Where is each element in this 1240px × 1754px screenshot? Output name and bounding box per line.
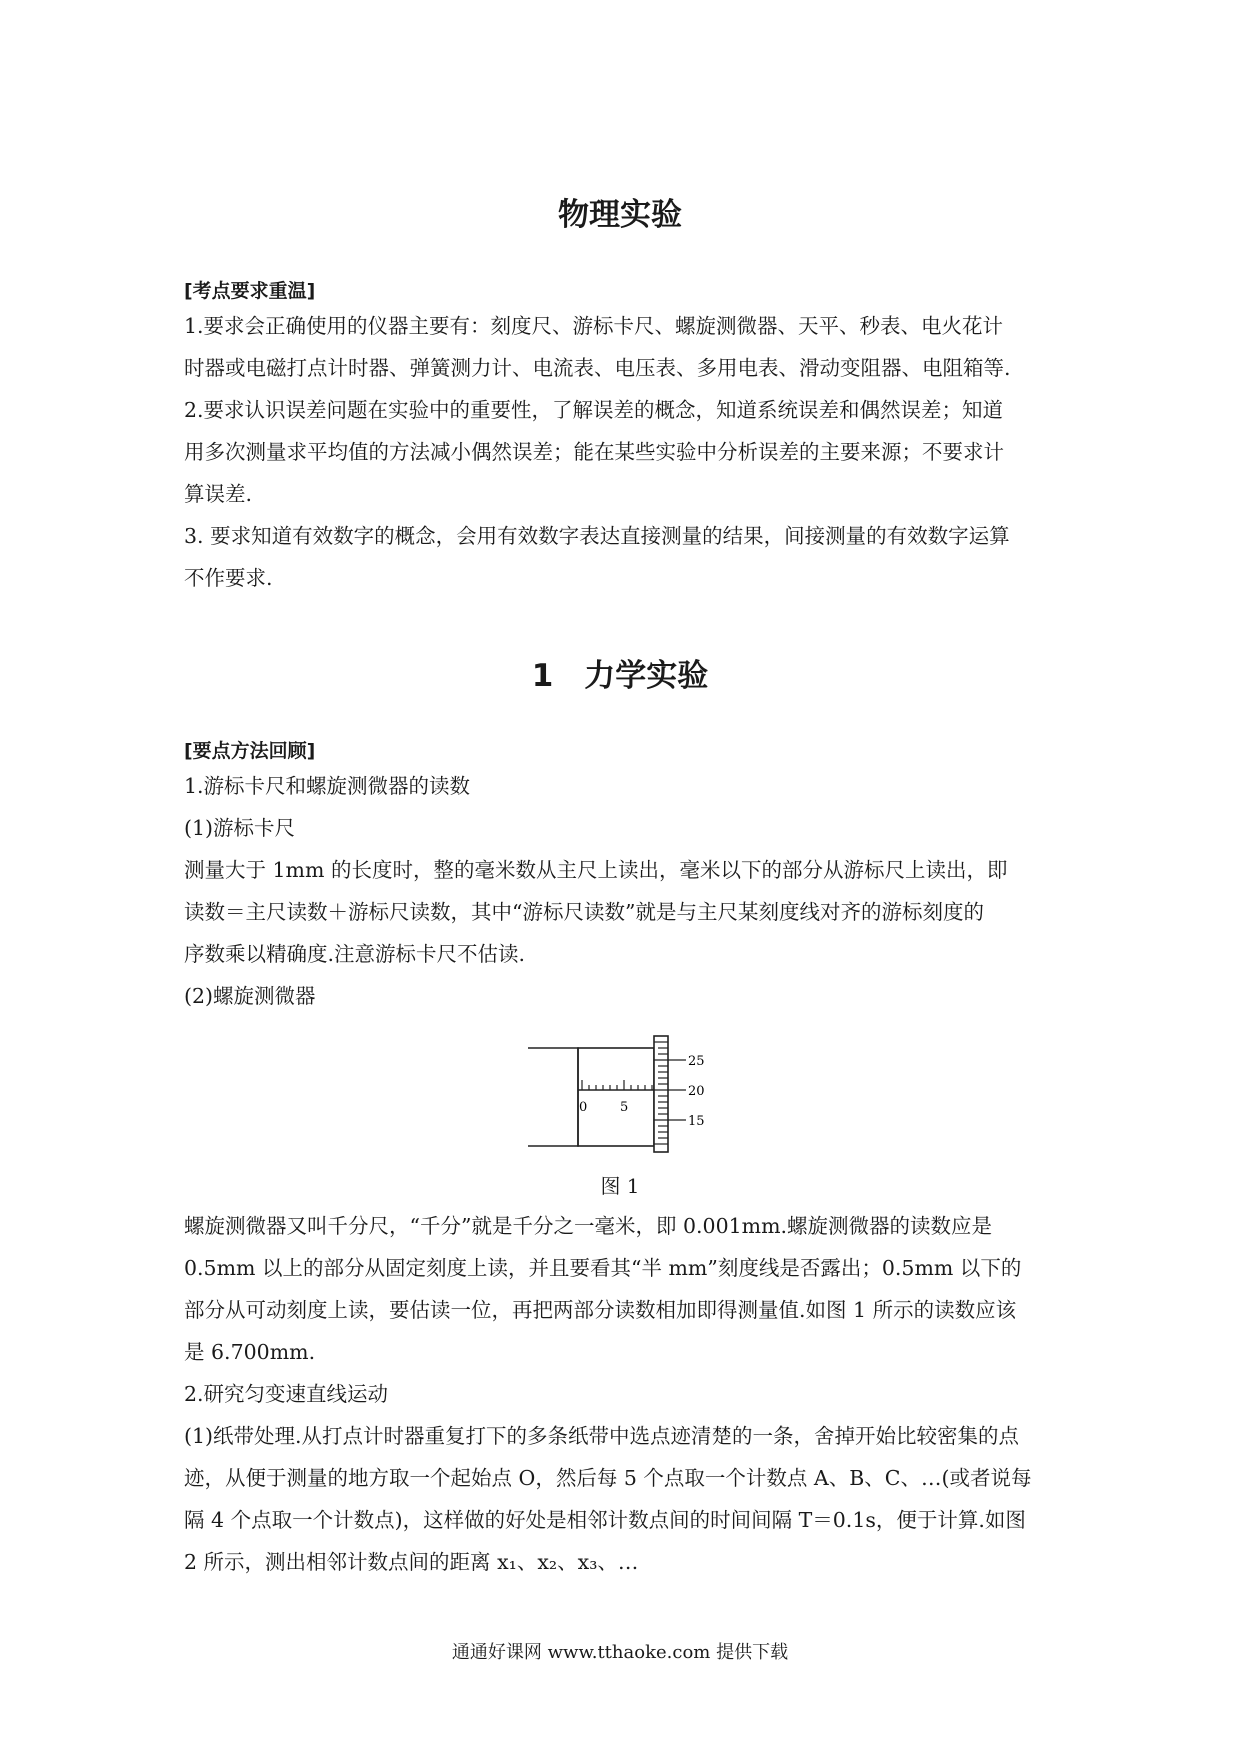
methods-text-a — [184, 765, 1062, 1017]
text-line: 序数乘以精确度.注意游标卡尺不估读. — [184, 942, 526, 966]
text-line: 2.研究匀变速直线运动 — [184, 1382, 389, 1406]
text-line: 测量大于 1mm 的长度时，整的毫米数从主尺上读出，毫米以下的部分从游标尺上读出，即 — [184, 858, 1008, 882]
sleeve-label-0: 0 — [579, 1100, 588, 1115]
text-line: 迹，从便于测量的地方取一个起始点 O，然后每 5 个点取一个计数点 A、B、C、…(或者说每 — [184, 1466, 1032, 1490]
page-footer: 通通好课网 www.tthaoke.com 提供下载 — [451, 1642, 789, 1663]
text-line: 螺旋测微器又叫千分尺，“千分”就是千分之一毫米，即 0.001mm.螺旋测微器的读数应是 — [184, 1214, 993, 1238]
exam-points-paragraph-1 — [184, 305, 1062, 389]
sleeve-ticks — [582, 1080, 652, 1090]
page-title: 物理实验 — [558, 197, 682, 233]
text-line: 时器或电磁打点计时器、弹簧测力计、电流表、电压表、多用电表、滑动变阻器、电阻箱等. — [184, 356, 1011, 380]
section-title-mechanics: 1 力学实验 — [531, 658, 709, 694]
text-line: (2)螺旋测微器 — [184, 984, 316, 1008]
section-label-exam-points: [考点要求重温] — [184, 280, 316, 302]
text-line: 部分从可动刻度上读，要估读一位，再把两部分读数相加即得测量值.如图 1 所示的读数应该 — [184, 1298, 1017, 1322]
text-line: (1)游标卡尺 — [184, 816, 296, 840]
micrometer-anvil-outline — [528, 1048, 578, 1146]
thimble-label-20: 20 — [688, 1084, 705, 1099]
text-line: 0.5mm 以上的部分从固定刻度上读，并且要看其“半 mm”刻度线是否露出；0.5mm 以下的 — [184, 1256, 1022, 1280]
text-line: 1.游标卡尺和螺旋测微器的读数 — [184, 774, 471, 798]
text-line: 1.要求会正确使用的仪器主要有：刻度尺、游标卡尺、螺旋测微器、天平、秒表、电火花计 — [184, 314, 1004, 338]
text-line: 2 所示，测出相邻计数点间的距离 x₁、x₂、x₃、… — [184, 1550, 639, 1574]
text-line: 3. 要求知道有效数字的概念，会用有效数字表达直接测量的结果，间接测量的有效数字运算 — [184, 524, 1010, 548]
micrometer-figure — [526, 1034, 716, 1154]
text-line: 2.要求认识误差问题在实验中的重要性，了解误差的概念，知道系统误差和偶然误差；知道 — [184, 398, 1004, 422]
text-line: 是 6.700mm. — [184, 1340, 316, 1364]
sleeve-label-5: 5 — [620, 1100, 629, 1115]
thimble-label-25: 25 — [688, 1054, 705, 1069]
text-line: 用多次测量求平均值的方法减小偶然误差；能在某些实验中分析误差的主要来源；不要求计 — [184, 440, 1004, 464]
text-line: 不作要求. — [184, 566, 273, 590]
text-line: 读数＝主尺读数＋游标尺读数，其中“游标尺读数”就是与主尺某刻度线对齐的游标刻度的 — [184, 900, 984, 924]
exam-points-paragraph-3 — [184, 515, 1062, 599]
micrometer-sleeve — [578, 1048, 654, 1146]
thimble-label-15: 15 — [688, 1114, 705, 1129]
section-label-methods: [要点方法回顾] — [184, 740, 316, 762]
text-line: 隔 4 个点取一个计数点)，这样做的好处是相邻计数点间的时间间隔 T＝0.1s，便于计算.如图 — [184, 1508, 1026, 1532]
text-line: (1)纸带处理.从打点计时器重复打下的多条纸带中选点迹清楚的一条，舍掉开始比较密集的点 — [184, 1424, 1020, 1448]
exam-points-paragraph-2 — [184, 389, 1062, 515]
methods-text-b — [184, 1205, 1062, 1583]
figure-caption: 图 1 — [600, 1174, 640, 1198]
text-line: 算误差. — [184, 482, 253, 506]
